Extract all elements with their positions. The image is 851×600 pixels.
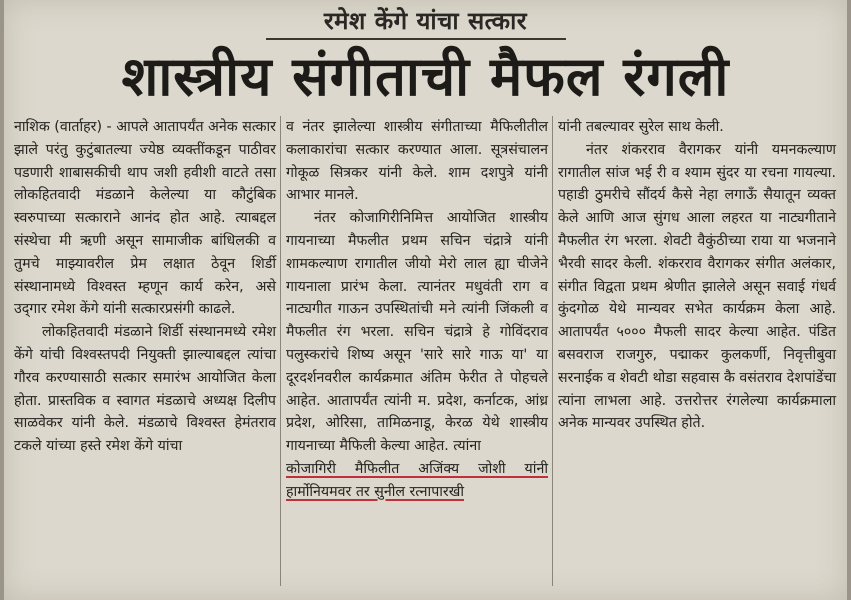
- column-divider: [280, 116, 281, 586]
- underlined-paragraph: कोजागिरी मैफिलीत अजिंक्य जोशी यांनी हार्मोनियमवर तर सुनील रत्नापारखी: [286, 460, 548, 500]
- article-column-2: [286, 116, 548, 504]
- kicker-underline: [266, 38, 566, 40]
- paragraph: नंतर शंकरराव वैरागकर यांनी यमनकल्याण रागातील सांज भई री व श्याम सुंदर या रचना गायल्या. पहाडी ठुमरीचे सौंदर्य कैसे नेहा लगाऊँ सैयातून व्यक्त केले आणि आज सुंगध आला लहरत या नाट्यगीताने मैफलीत रंग भरला. शेवटी वैकुंठीच्या राया या भजनाने भैरवी सादर केली. शंकरराव वैरागकर संगीत अलंकार, संगीत विद्वता प्रथम श्रेणीत झालेले असून सवाई गंधर्व कुंदगोळ येथे मान्यवर सभेत कार्यक्रम केला आहे. आतापर्यंत ५००० मैफली सादर केल्या आहेत. पंडित बसवराज राजगुरु, पद्माकर कुलकर्णी, निवृत्तीबुवा सरनाईक व शेवटी थोडा सहवास कै वसंतराव देशपांडेंचा त्यांना लाभला आहे. उत्तरोत्तर रंगलेल्या कार्यक्रमाला अनेक मान्यवर उपस्थित होते.: [558, 141, 836, 432]
- paragraph: नंतर कोजागिरीनिमित्त आयोजित शास्त्रीय गायनाच्या मैफलीत प्रथम सचिन चंद्रात्रे यांनी शामकल्याण रागातील जीयो मेरो लाल ह्या चीजेने गायनाला प्रारंभ केला. त्यानंतर मधुवंती राग व नाट्यगीत गाऊन उपस्थितांची मने त्यांनी जिंकली व मैफलीत रंग भरला. सचिन चंद्रात्रे हे गोविंदराव पलुस्करांचे शिष्य असून 'सारे सारे गाऊ या' या दूरदर्शनवरील कार्यक्रमात अंतिम फेरीत ते पोहचले आहेत. आतापर्यंत त्यांनी म. प्रदेश, कर्नाटक, आंध्र प्रदेश, ओरिसा, तामिळनाडू, केरळ येथे शास्त्रीय गायनाच्या मैफिली केल्या आहेत. त्यांना: [286, 210, 548, 455]
- article-column-1: [14, 116, 276, 458]
- paragraph: व नंतर झालेल्या शास्त्रीय संगीताच्या मैफिलीतील कलाकारांचा सत्कार करण्यात आला. सूत्रसंचालन गोकूळ सित्रकर यांनी केले. शाम दशपुत्रे यांनी आभार मानले.: [286, 119, 548, 204]
- column-divider: [552, 116, 553, 586]
- paragraph: नाशिक (वार्ताहर) - आपले आतापर्यंत अनेक सत्कार झाले परंतु कुटुंबातल्या ज्येष्ठ व्यक्तींकडून पाठीवर पडणारी शाबासकीची थाप जशी हवीशी वाटते तसा लोकहितवादी मंडळाने केलेल्या या कौटुंबिक स्वरुपाच्या सत्काराने आनंद होत आहे. त्याबद्दल संस्थेचा मी ऋणी असून सामाजीक बांधिलकी व तुमचे माझ्यावरील प्रेम लक्षात ठेवून शिर्डी संस्थानामध्ये विश्वस्त म्हणून कार्य करेन, असे उद्‌गार रमेश केंगे यांनी सत्कारप्रसंगी काढले.: [14, 119, 276, 318]
- article-kicker: रमेश केंगे यांचा सत्कार: [323, 7, 528, 35]
- paragraph: यांनी तबल्यावर सुरेल साथ केली.: [558, 119, 724, 135]
- newspaper-clipping: [4, 0, 847, 600]
- paragraph: लोकहितवादी मंडळाने शिर्डी संस्थानमध्ये रमेश केंगे यांची विश्वस्तपदी नियुक्ती झाल्याबद्दल त्यांचा गौरव करण्यासाठी सत्कार समारंभ आयोजित केला होता. प्रास्तविक व स्वागत मंडळाचे अध्यक्ष दिलीप साळवेकर यांनी केले. मंडळाचे विश्वस्त हेमंतराव टकले यांच्या हस्ते रमेश केंगे यांचा: [14, 324, 276, 455]
- article-headline: शास्त्रीय संगीताची मैफल रंगली: [121, 45, 730, 108]
- article-column-3: [558, 116, 836, 435]
